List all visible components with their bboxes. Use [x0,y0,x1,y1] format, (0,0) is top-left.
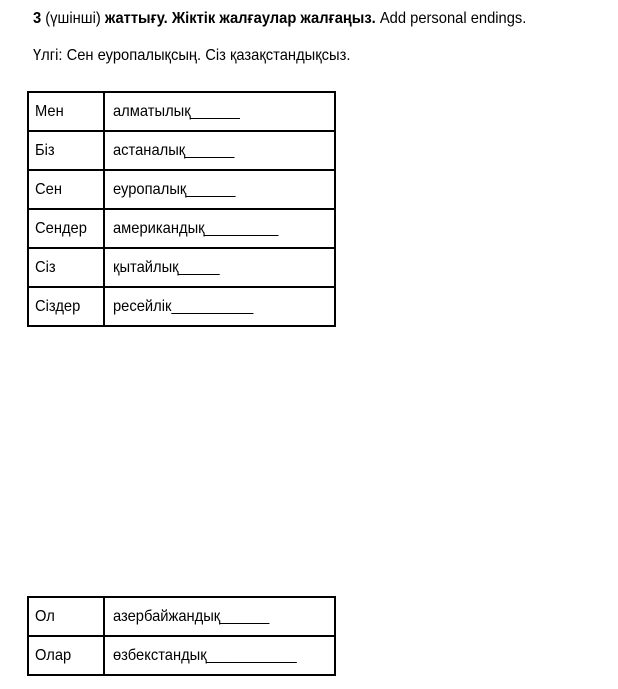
word-blank-cell [104,248,335,287]
pronoun-text: Олар [35,646,72,664]
table-row [28,636,335,675]
pronoun-cell [28,131,104,170]
exercise-instruction-english: Add personal endings. [375,10,527,27]
exercise-number: 3 [33,10,42,27]
pronoun-cell [28,92,104,131]
exercise-ordinal: (үшінші) [41,10,105,27]
pronoun-text: Біз [35,141,55,159]
exercise-heading [33,10,526,28]
word-text: өзбекстандық___________ [113,646,297,664]
table-row [28,248,335,287]
pronoun-cell [28,248,104,287]
pronoun-text: Сіздер [35,297,81,315]
table-row [28,170,335,209]
table-row [28,597,335,636]
ending-table-top [27,91,336,327]
word-text: ресейлік__________ [113,297,254,315]
word-text: американдық_________ [113,219,279,237]
word-blank-cell [104,170,335,209]
pronoun-text: Ол [35,607,55,625]
pronoun-text: Сен [35,180,62,198]
pronoun-cell [28,287,104,326]
word-blank-cell [104,209,335,248]
word-text: алматылық______ [113,102,240,120]
pronoun-text: Мен [35,102,64,120]
pronoun-cell [28,636,104,675]
exercise-title: жаттығу. Жіктік жалғаулар жалғаңыз. [104,10,376,27]
pronoun-cell [28,170,104,209]
table-row [28,287,335,326]
word-blank-cell [104,131,335,170]
word-text: қытайлық_____ [113,258,220,276]
pronoun-text: Сіз [35,258,56,276]
example-sentence: Үлгі: Сен еуропалықсың. Сіз қазақстандықсыз. [33,47,351,64]
word-blank-cell [104,597,335,636]
table-row [28,131,335,170]
table-row [28,209,335,248]
ending-table-bottom [27,596,336,676]
word-text: еуропалық______ [113,180,236,198]
word-blank-cell [104,92,335,131]
word-text: азербайжандық______ [113,607,270,625]
pronoun-cell [28,209,104,248]
pronoun-cell [28,597,104,636]
table-row [28,92,335,131]
word-text: астаналық______ [113,141,235,159]
word-blank-cell [104,636,335,675]
pronoun-text: Сендер [35,219,87,237]
word-blank-cell [104,287,335,326]
